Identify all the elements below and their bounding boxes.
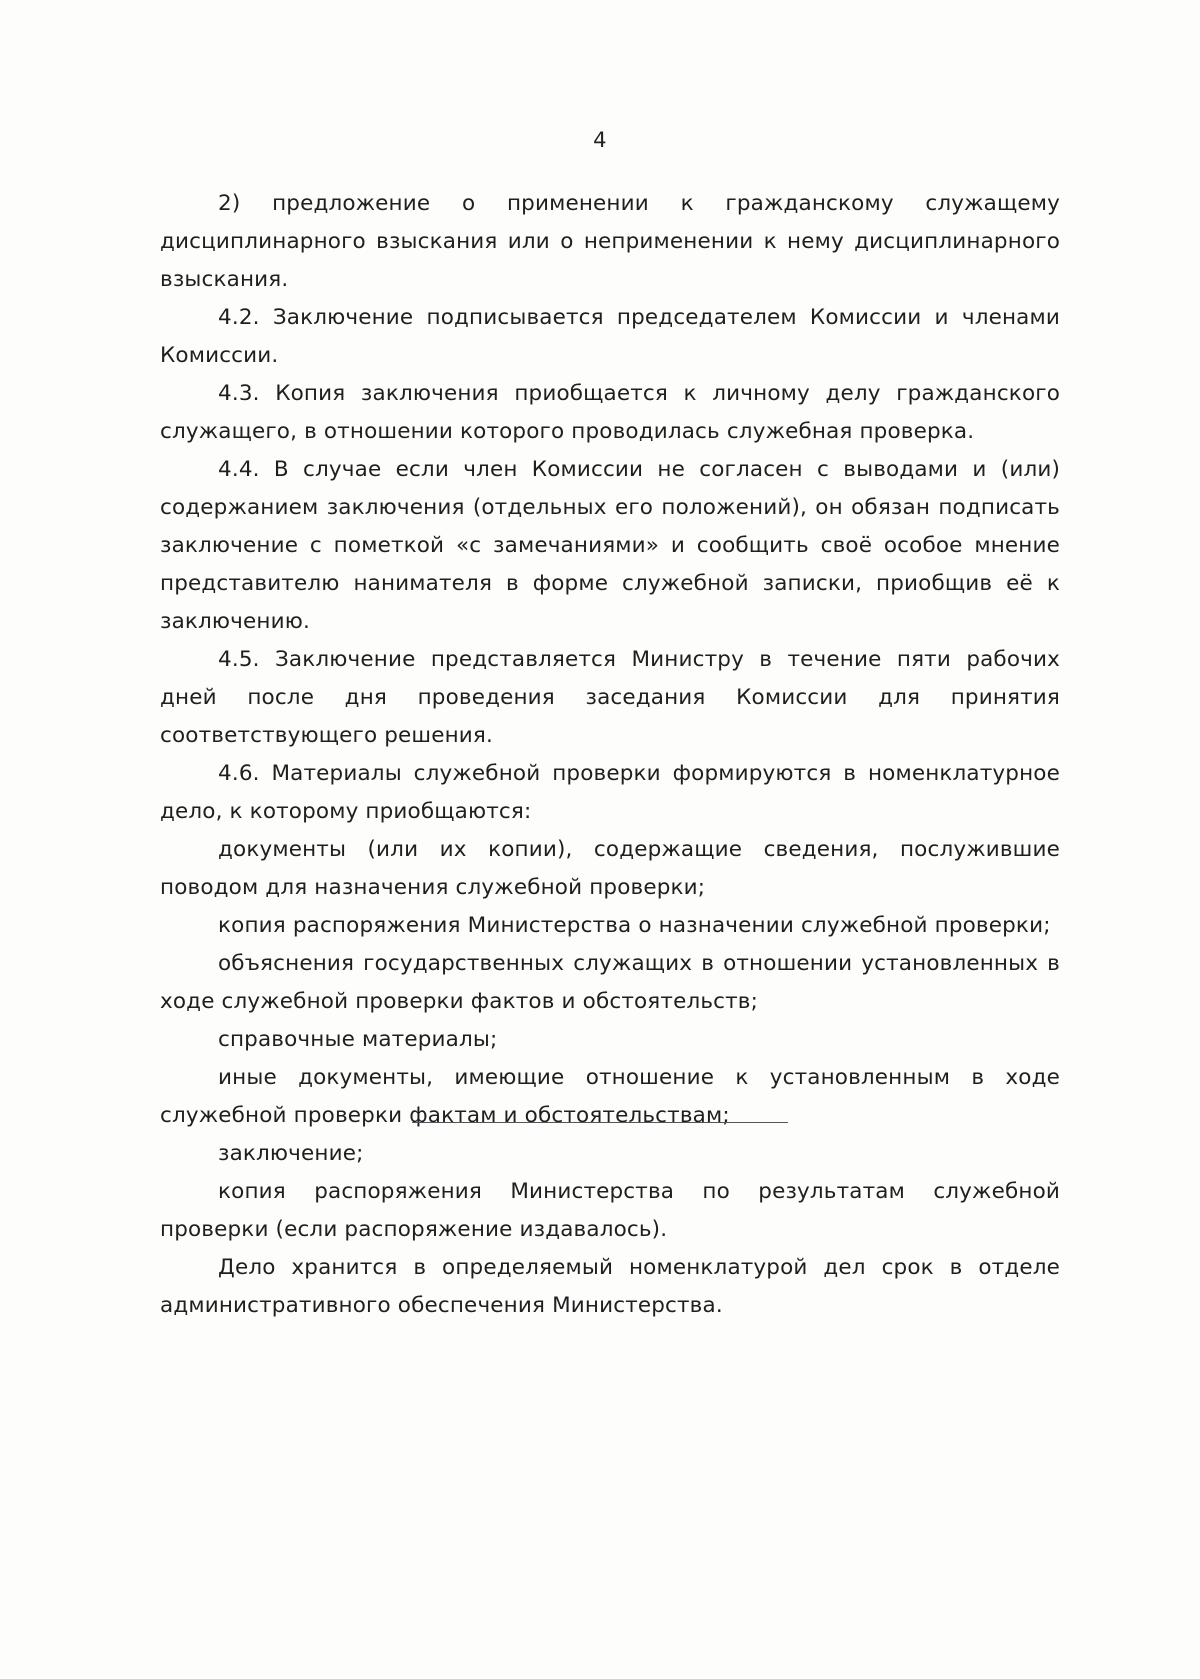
footer-divider (0, 1108, 1200, 1127)
list-item-result-order-copy: копия распоряжения Министерства по результатам служебной проверки (если распоряжение издавалось). (160, 1179, 1060, 1242)
paragraph-4-2: 4.2. Заключение подписывается председателем Комиссии и членами Комиссии. (160, 305, 1060, 368)
divider-line-left (412, 1122, 602, 1123)
paragraph-4-3: 4.3. Копия заключения приобщается к личному делу гражданского служащего, в отношении которого проводилась служебная проверка. (160, 381, 1060, 444)
paragraph-2: 2) предложение о применении к гражданскому служащему дисциплинарного взыскания или о неприменении к нему дисциплинарного взыскания. (160, 191, 1060, 292)
paragraph-4-5: 4.5. Заключение представляется Министру в течение пяти рабочих дней после дня проведения заседания Комиссии для принятия соответствующего решения. (160, 647, 1060, 748)
paragraph-4-4: 4.4. В случае если член Комиссии не согласен с выводами и (или) содержанием заключения (отдельных его положений), он обязан подписать заключение с пометкой «с замечаниями» и сообщить своё особое мнение представителю нанимателя в форме служебной записки, приобщив её к заключению. (160, 457, 1060, 634)
list-item-order-copy: копия распоряжения Министерства о назначении служебной проверки; (218, 913, 1051, 938)
document-body (160, 185, 1060, 1325)
page-number: 4 (593, 128, 607, 152)
list-item-reference-materials: справочные материалы; (218, 1027, 498, 1052)
list-item-documents: документы (или их копии), содержащие сведения, послужившие поводом для назначения служебной проверки; (160, 837, 1060, 900)
list-item-other-documents: иные документы, имеющие отношение к установленным в ходе служебной проверки фактам и обстоятельствам; (160, 1065, 1060, 1128)
divider-line-right (598, 1122, 788, 1123)
list-item-conclusion: заключение; (218, 1141, 364, 1166)
paragraph-4-6: 4.6. Материалы служебной проверки формируются в номенклатурное дело, к которому приобщаются: (160, 761, 1060, 824)
paragraph-storage: Дело хранится в определяемый номенклатурой дел срок в отделе административного обеспечения Министерства. (160, 1255, 1060, 1318)
list-item-explanations: объяснения государственных служащих в отношении установленных в ходе служебной проверки фактов и обстоятельств; (160, 951, 1060, 1014)
